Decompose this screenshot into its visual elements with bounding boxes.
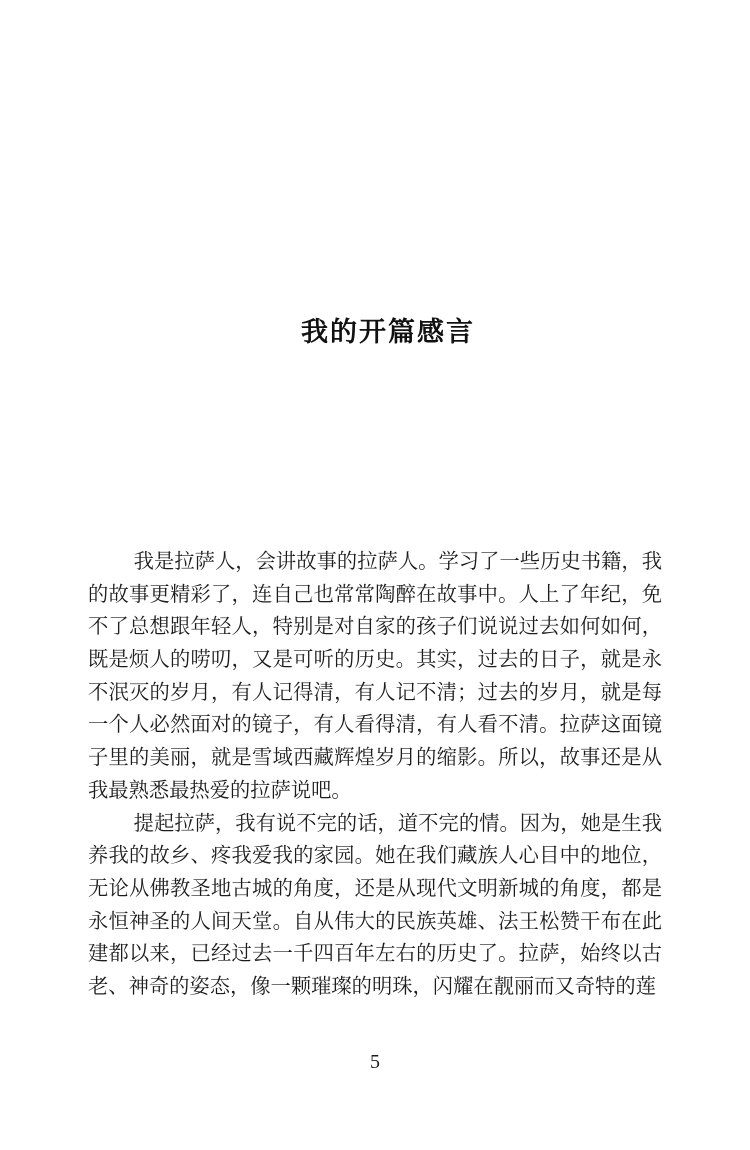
text-line: 不了总想跟年轻人，特别是对自家的孩子们说说过去如何如何， bbox=[88, 616, 662, 639]
text-line: 我最熟悉最热爱的拉萨说吧。 bbox=[88, 779, 352, 802]
text-line: 提起拉萨，我有说不完的话，道不完的情。因为，她是生我 bbox=[133, 812, 662, 835]
text-line: 我是拉萨人，会讲故事的拉萨人。学习了一些历史书籍，我 bbox=[133, 551, 662, 573]
page-number: 5 bbox=[370, 1051, 380, 1073]
text-line: 无论从佛教圣地古城的角度，还是从现代文明新城的角度，都是 bbox=[88, 877, 662, 900]
text-line: 永恒神圣的人间天堂。自从伟大的民族英雄、法王松赞干布在此 bbox=[88, 910, 662, 933]
chapter-title: 我的开篇感言 bbox=[301, 317, 475, 348]
body-text bbox=[88, 546, 662, 1004]
text-line: 的故事更精彩了，连自己也常常陶醉在故事中。人上了年纪，免 bbox=[88, 583, 662, 606]
text-line: 老、神奇的姿态，像一颗璀璨的明珠，闪耀在靓丽而又奇特的莲 bbox=[88, 975, 656, 998]
text-line: 建都以来，已经过去一千四百年左右的历史了。拉萨，始终以古 bbox=[88, 943, 662, 966]
text-line: 不泯灭的岁月，有人记得清，有人记不清；过去的岁月，就是每 bbox=[88, 681, 662, 704]
text-line: 既是烦人的唠叨，又是可听的历史。其实，过去的日子，就是永 bbox=[88, 649, 662, 672]
text-line: 养我的故乡、疼我爱我的家园。她在我们藏族人心目中的地位， bbox=[88, 845, 662, 868]
text-line: 一个人必然面对的镜子，有人看得清，有人看不清。拉萨这面镜 bbox=[88, 714, 662, 737]
text-line: 子里的美丽，就是雪域西藏辉煌岁月的缩影。所以，故事还是从 bbox=[88, 747, 662, 770]
